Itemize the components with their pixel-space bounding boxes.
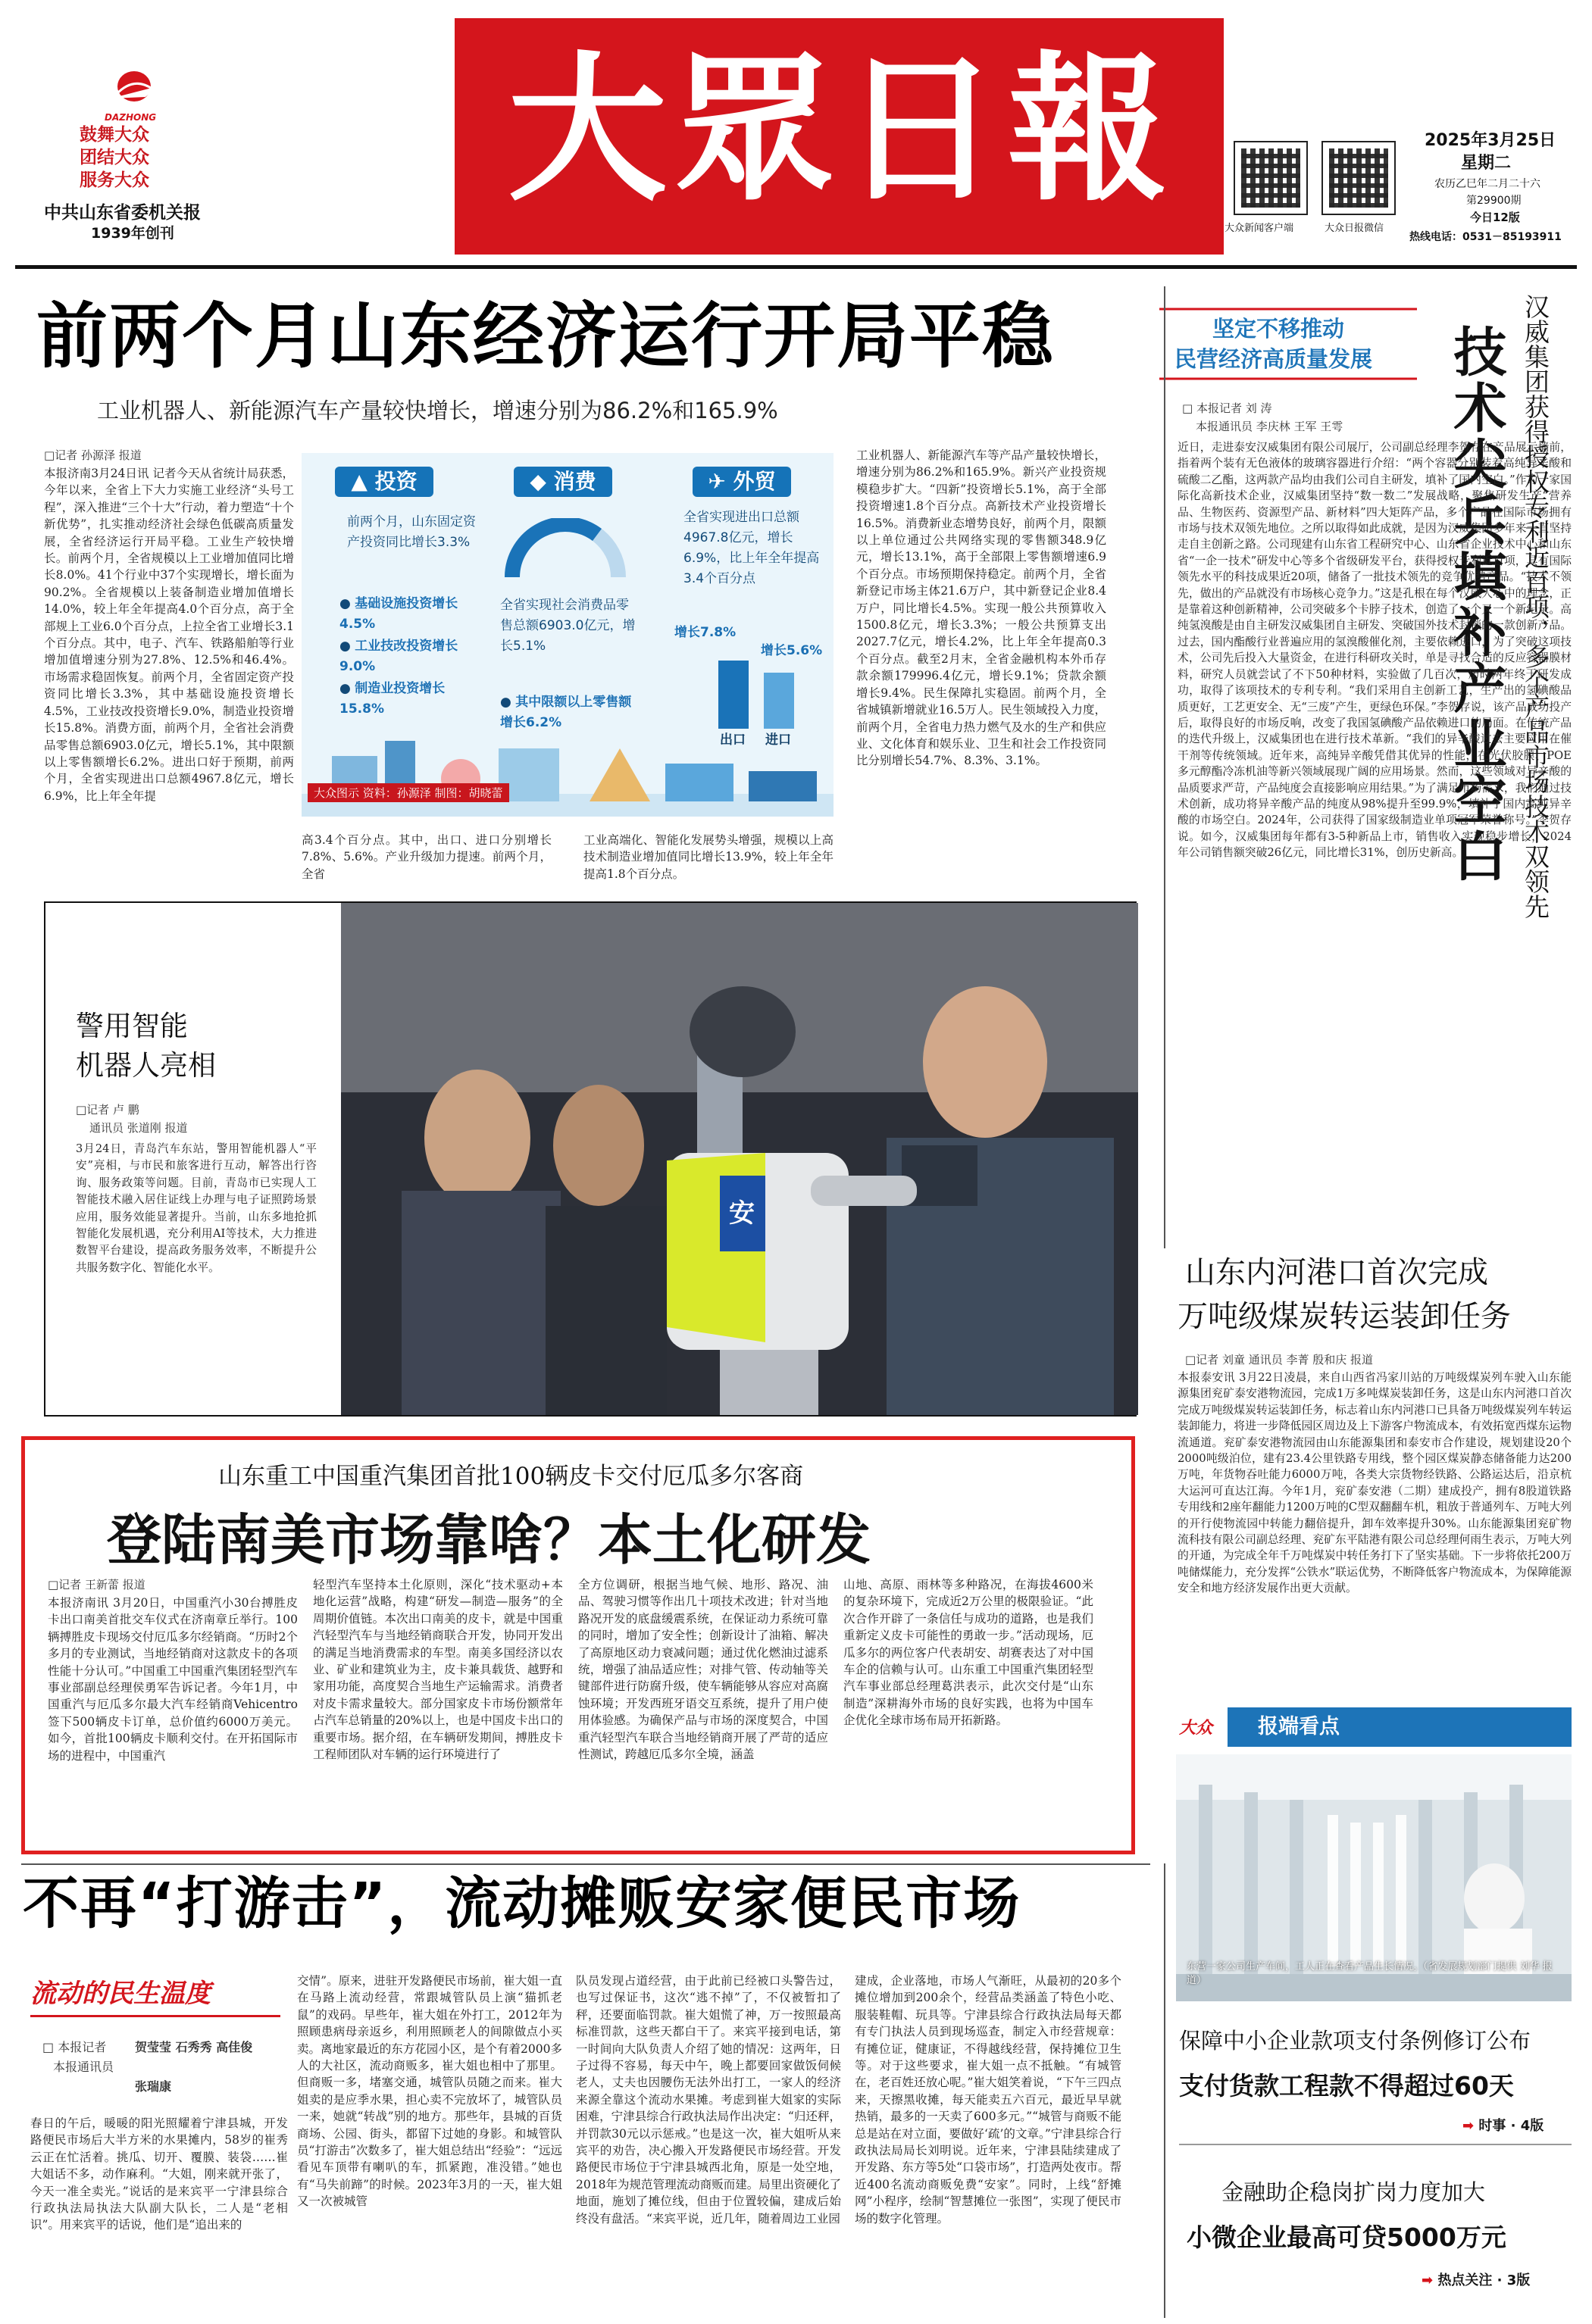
- tech-subtitle-vertical: 汉威集团获得授权专利近百项，多个产品市场技术双领先: [1521, 294, 1550, 919]
- qr-code-app: [1234, 141, 1308, 215]
- logo-brand: DAZHONG: [105, 112, 157, 123]
- right-column-divider-lower: [1164, 1863, 1165, 2318]
- slogan-1: 鼓舞大众: [80, 125, 149, 145]
- highlights-banner: [1228, 1707, 1572, 1747]
- invest-item-1: ● 基础设施投资增长4.5%: [339, 596, 458, 632]
- qr-label-app: 大众新闻客户端: [1224, 223, 1294, 234]
- highlight-2-title-2: 小微企业最高可贷5000万元: [1187, 2222, 1506, 2252]
- vendor-headline: 不再“打游击”，流动摊贩安家便民市场: [23, 1871, 1021, 1936]
- policy-banner: [1159, 303, 1417, 386]
- plane-icon: ✈: [708, 469, 733, 494]
- vendor-col-4: 建成，企业落地，市场人气渐旺，从最初的20多个摊位增加到200余个，经营品类涵盖了特色小吃、服装鞋帽、玩具等。宁津县综合行政执法局每天都有专门执法人员到现场巡查，制定入市经营规章：有摊位证，健康证，不得越线经营，保持摊位卫生等。对于这些要求，崔大姐一点不抵触。“有城管在，老百姓还放心呢。”崔大姐笑着说，“下午三四点来，天擦黑收摊，每天能卖五六百元，最近早早就热销，最多的一天卖了600多元。”“城管与商贩不能总是站在对立面，要做好‘疏’的文章。”宁津县综合行政执法局局长刘明说。近年来，宁津县陆续建成了开发路、东方等5处“口袋市场”，打造两处夜市。帮近400名流动商贩免费“安家”。同时，上线“舒摊网”小程序，绘制“智慧摊位一张图”，实现了便民市场的数字化管理。: [855, 1974, 1121, 2226]
- vendor-col-2: 交情”。原来，进驻开发路便民市场前，崔大姐一直在马路上流动经营，常跟城管队员上演“猫抓老鼠”的戏码。早些年，崔大姐在外打工，2012年为照顾患病母亲返乡，利用照顾老人的间隙做点小买卖。离地家最近的东方花园小区，是个有着2000多人的大社区，流动商贩多，崔大姐也相中了那里。但商贩一多，堵塞交通，城管队员随之而来。崔大姐卖的是应季水果，担心卖不完放坏了，城管队员一来，她就“转战”别的地方。那些年，县城的百货商场、公园、街头，都留下过她的身影。和城管队员“打游击”次数多了，崔大姐总结出“经验”：“远远看见车顶带有喇叭的车，抓紧跑，准没错。”她也有“马失前蹄”的时候。2023年3月的一天，崔大姐又一次被城管: [297, 1974, 562, 2209]
- lead-byline: □记者 孙源泽 报道: [44, 448, 142, 462]
- box-headline: 登陆南美市场靠啥？本土化研发: [107, 1507, 871, 1572]
- industry-illustration: [302, 726, 834, 817]
- port-byline: □记者 刘童 通讯员 李菁 殷和庆 报道: [1185, 1353, 1374, 1367]
- trade-summary: 全省实现进出口总额4967.8亿元，增长6.9%，比上年全年提高3.4个百分点: [683, 510, 820, 586]
- photo-caption-body: 3月24日，青岛汽车东站，警用智能机器人“平安”亮相，与市民和旅客进行互动，解答出行咨询、服务政策等问题。目前，青岛市已实现人工智能技术融入居住证线上办理与电子证照跨场景应用，服务效能显著提升。当前，山东多地抢抓智能化发展机遇，充分利用AI等技术，大力推进数智平台建设，提高政务服务效率，不断提升公共服务数字化、智能化水平。: [76, 1142, 317, 1274]
- label-import: 进口: [765, 732, 791, 748]
- policy-banner-line1: 坚定不移推动: [1212, 316, 1345, 342]
- tag-trade: ✈ 外贸: [693, 467, 791, 497]
- invest-item-3: ● 制造业投资增长15.8%: [339, 681, 446, 717]
- lead-col-3-below: 工业高端化、智能化发展势头增强，规模以上高技术制造业增加值同比增长13.9%，较上年全年提高1.8个百分点。: [583, 833, 834, 881]
- robot-photo: [341, 903, 1138, 1415]
- economy-infographic: [302, 453, 834, 817]
- investment-icon: ▲: [351, 469, 375, 494]
- photo-title-2: 机器人亮相: [76, 1049, 216, 1082]
- label-export: 出口: [720, 732, 746, 748]
- vendor-top-rule: [21, 1863, 1150, 1865]
- lab-photo: [1176, 1754, 1572, 2001]
- vendor-byline-reporters: 贺莹莹 石秀秀 高佳俊: [135, 2040, 253, 2054]
- tech-body: 近日，走进泰安汉威集团有限公司展厅，公司副总经理李贺存在产品展示墙前，指着两个装有无色液体的玻璃容器进行介绍：“两个容器分别装着高纯异辛酸和硫酸二乙酯，这两款产品均由我们公司自主研发，填补了国内空白。”作为一家国际化高新技术企业，汉威集团坚持“数一数二”发展战略，聚焦研发生产“营养品、生物医药、资源型产品、新材料”四大矩阵产品，多个产品在国际市场拥有市场与技术双领先地位。之所以取得如此成就，是因为汉威集团多年来一直坚持走自主创新之路。公司现建有山东省工程研究中心、山东省企业技术中心和山东省“一企一技术”研发中心等多个省级研发平台，获得授权专利近百项，具有国际领先水平的科技成果近20项，储备了一批技术领先的竞争优势产品。“技术不领先，做出的产品就没有市场核心竞争力。”这是孔根在每个汉威人心中的理念，正是靠着这种创新精神，公司突破多个卡脖子技术，创造了一个又一个新纪录。高纯氢溴酸是由自主研发汉威集团自主研发、突破国外技术封锁的一款创新产品。过去，国内酯酸行业普遍应用的氢溴酸催化剂，主要依赖进口，为了突破这项技术，公司先后投入大量资金，在进行科研攻关时，单是寻找合适的反应容器膜材料，研究人员就尝试了不下50种材料，实验做了几百次，历时两年终于研发成功，取得了该项技术的专利专利。“我们采用自主创新工艺，生产出的氢碘酸品质更好，工艺更安全、无“三废”产生，更绿色环保。”李贺存说，该产品成功投产后，取得良好的市场反响，改变了我国氢碘酸产品依赖进口的局面。在传统产品的迭代升级上，汉威集团也在进行技术革新。“我们的异辛酸过去主要应用在催干剂等传统领域。近年来，高纯异辛酸凭借其优异的性能，在光伏胶膜、POE多元醇酯冷冻机油等新兴领域展现广阔的应用场景。然而，这些领域对异辛酸的品质要求严苛，产品纯度会直接影响应用结果。”为了满足市场需求，我们通过技术创新，成功将异辛酸产品的纯度从98%提升至99.9%，填补了国内高纯异辛酸的市场空白。2024年，公司获得了国家级制造业单项冠军荣誉称号。”李贺存说。如今，汉威集团每年都有3-5种新品上市，销售收入实现稳步增长，2024年公司销售额突破26亿元，同比增长31%，创历史新高。: [1178, 441, 1572, 860]
- trade-bars: [696, 653, 817, 729]
- export-growth: 增长7.8%: [674, 625, 737, 640]
- newspaper-title: 大眾日報: [508, 36, 1175, 223]
- lab-photo-caption: 东营一家公司生产车间，工人正在查看产品生长情况。（省发展规划部门提供 刘华 报道）: [1187, 1961, 1553, 1986]
- highlight-2-link-text: 热点关注 · 3版: [1437, 2272, 1531, 2288]
- party-organ: 中共山东省委机关报: [44, 203, 201, 223]
- photo-story-frame: [44, 901, 1137, 1417]
- lead-headline: 前两个月山东经济运行开局平稳: [36, 295, 1056, 378]
- photo-byline-2: 通讯员 张道刚 报道: [89, 1121, 188, 1135]
- slogan-2: 团结大众: [80, 148, 149, 167]
- port-body: 本报泰安讯 3月22日凌晨，来自山西省冯家川站的万吨级煤炭列车驶入山东能源集团兖矿泰安港物流园，完成1万多吨煤炭装卸任务，这是山东内河港口首次完成万吨级煤炭转运装卸任务，标志着山东内河港口已具备万吨级煤炭列车转运装卸能力，将进一步降低园区周边及上下游客户物流成本，有效拓宽西煤东运物流通道。兖矿泰安港物流园由山东能源集团和泰安市合作建设，规划建设20个2000吨级泊位，建有23.4公里铁路专用线，整个园区煤炭静态储备能力达200万吨，年货物吞吐能力6000万吨，各类大宗货物经铁路、公路运达后，沿京杭大运河可直达江海。今年1月，兖矿泰安港（二期）建成投产，拥有8股道铁路专用线和2座年翻能力1200万吨的C型双翻翻车机，粗放于普通列车、万吨大列的开行使物流园中转能力翻倍提升，卸车效率提升30%。山东能源集团兖矿物流科技有限公司副总经理、兖矿东平陆港有限公司总经理何雨生表示，万吨大列的开通，为完成全年千万吨煤炭中转任务打下了坚实基础。下一步将依托200万吨储煤能力，充分发挥“公铁水”联运优势，不断降低客户物流成本，为保障能源安全和地方经济发展作出更大贡献。: [1178, 1371, 1572, 1595]
- box-col-3: 全方位调研，根据当地气候、地形、路况、油品、驾驶习惯等作出几十项技术改进；针对当地路况开发的底盘缓震系统，在保证动力系统可靠的同时，增加了安全性；创新设计了油箱、解决了高原地区动力衰减问题；通过优化燃油过滤系统，增强了油品适应性；对排气管、传动轴等关键部件进行防腐升级，使车辆能够从容应对高腐蚀环境；开发西班牙语交互系统，提升了用户使用体验感。为确保产品与市场的深度契合，中国重汽轻型汽车联合当地经销商开展了严苛的适应性测试，跨越厄瓜多尔全境，涵盖: [578, 1578, 828, 1762]
- policy-banner-line2: 民营经济高质量发展: [1174, 346, 1373, 372]
- tag-investment: ▲ 投资: [335, 467, 433, 497]
- pub-date: 2025年3月25日: [1425, 131, 1556, 150]
- box-kicker: 山东重工中国重汽集团首批100辆皮卡交付厄瓜多尔客商: [218, 1463, 804, 1490]
- box-col-2: 轻型汽车坚持本土化原则，深化“技术驱动+本地化运营”战略，构建“研发—制造—服务”的全周期价值链。本次出口南美的皮卡，就是中国重汽轻型汽车与当地经销商联合开发，协同开发出的满足当地消费需求的车型。南美多国经济以农业、矿业和建筑业为主，皮卡兼具载货、越野和家用功能，高度契合当地生产运输需求。消费者对皮卡需求量较大。部分国家皮卡市场份额常年占汽车总销量的20%以上，也是中国皮卡出口的重要市场。据介绍，在车辆研发期间，搏胜皮卡工程师团队对车辆的运行环境进行了: [313, 1578, 563, 1762]
- tech-byline-2: 本报通讯员 李庆林 王军 王雩: [1196, 420, 1343, 433]
- right-column-divider: [1164, 286, 1165, 1248]
- vendor-byline-corr: 张瑞康: [135, 2079, 172, 2094]
- tech-byline-1: □ 本报记者 刘 涛: [1182, 401, 1272, 415]
- qr-label-wechat: 大众日报微信: [1325, 223, 1384, 234]
- port-title-2: 万吨级煤炭转运装卸任务: [1178, 1299, 1511, 1334]
- highlight-2-title-1: 金融助企稳岗扩岗力度加大: [1221, 2179, 1486, 2205]
- issue-number: 第29900期: [1466, 195, 1522, 207]
- cart-icon: ◆: [530, 469, 554, 494]
- slogans: [80, 123, 149, 192]
- tag-consumption: ◆ 消费: [514, 467, 612, 497]
- highlight-1-title-2: 支付货款工程款不得超过60天: [1179, 2071, 1514, 2101]
- lead-col-1: 本报济南3月24日讯 记者今天从省统计局获悉，今年以来，全省上下大力实施工业经济“头号工程”，深入推进“三个十大”行动，着力塑造“十个新优势”，扎实推动经济社会绿色低碳高质量发展，全省经济运行开局平稳。工业生产较快增长。前两个月，全省规模以上工业增加值同比增长8.0%。41个行业中37个实现增长，增长面为90.2%。全省规模以上装备制造业增加值增长14.0%，较上年全年提高4.0个百分点，高于全部规上工业6.0个百分点，上拉全省工业增长3.1个百分点。其中，电子、汽车、铁路船舶等行业增加值增速分别为27.8%、12.5%和46.4%。市场需求稳固恢复。前两个月，全省固定资产投资同比增长3.3%，其中基础设施投资增长4.5%，工业技改投资增长9.0%，制造业投资增长15.8%。消费方面，前两个月，全省社会消费品零售总额6903.0亿元，增长5.1%，其中限额以上零售额增长6.2%。进出口好于预期，前两个月，全省实现进出口总额4967.8亿元，增长6.9%，比上年全年提: [44, 467, 294, 803]
- lead-col-2-below: 高3.4个百分点。其中，出口、进口分别增长7.8%、5.6%。产业升级加力提速。前两个月，全省: [302, 833, 552, 881]
- page-count: 今日12版: [1470, 211, 1520, 224]
- box-col-4: 山地、高原、雨林等多种路况，在海拔4600米的复杂环境下，完成近2万公里的极限验证。“此次合作开辟了一条信任与成功的道路，也是我们重新定义皮卡可能性的勇敢一步。”活动现场，厄瓜多尔的两位客户代表胡安、胡赛表达了对中国车企的信赖与认可。山东重工中国重汽集团轻型汽车事业部总经理葛洪表示，此次交付是“山东制造”深耕海外市场的良好实践，也将为中国车企优化全球市场布局开拓新路。: [843, 1578, 1093, 1728]
- arrow-right-icon: ➡: [1462, 2118, 1475, 2134]
- dazhong-logo: [106, 68, 162, 114]
- vendor-column-logo: 流动的民生温度: [30, 1979, 211, 2009]
- photo-title-1: 警用智能: [76, 1010, 188, 1042]
- import-growth: 增长5.6%: [761, 643, 823, 658]
- lunar-date: 农历乙巳年二月二十六: [1434, 178, 1540, 190]
- hotline: 热线电话：0531－85193911: [1409, 231, 1562, 243]
- box-col-1: 本报济南讯 3月20日，中国重汽小30台搏胜皮卡出口南美首批交车仪式在济南章丘举行。100辆搏胜皮卡现场交付厄瓜多尔经销商。“历时2个多月的专业测试，当地经销商对这款皮卡的各项性能十分认可。”中国重工中国重汽集团轻型汽车事业部副总经理侯勇军告诉记者。今年1月，中国重汽与厄瓜多尔最大汽车经销商Vehicentro签下500辆皮卡订单，总价值约6000万美元。如今，首批100辆皮卡顺利交付。在开拓国际市场的进程中，中国重汽: [48, 1596, 298, 1763]
- invest-summary: 前两个月，山东固定资产投资同比增长3.3%: [347, 514, 476, 550]
- qr-code-wechat: [1321, 141, 1396, 215]
- masthead-rule: [15, 265, 1577, 269]
- vendor-byline-label: □ 本报记者: [42, 2040, 107, 2054]
- highlight-1-title-1: 保障中小企业款项支付条例修订公布: [1179, 2028, 1531, 2054]
- infographic-credit: 大众图示 资料：孙源泽 制图：胡晓蕾: [308, 783, 509, 802]
- consume-item: ● 其中限额以上零售额增长6.2%: [500, 695, 632, 730]
- arrow-right-icon: ➡: [1422, 2272, 1434, 2288]
- highlight-2-link[interactable]: [1422, 2269, 1530, 2289]
- tech-title-vertical: 技术尖兵填补产业空白: [1445, 324, 1507, 885]
- slogan-3: 服务大众: [80, 170, 149, 190]
- robot-badge: 安: [729, 1198, 755, 1229]
- highlights-banner-title: 报端看点: [1258, 1715, 1340, 1738]
- founded-year: 1939年创刊: [91, 225, 174, 242]
- consume-gauge: [505, 518, 626, 579]
- highlight-1-link[interactable]: [1462, 2115, 1544, 2135]
- port-title-1: 山东内河港口首次完成: [1185, 1255, 1488, 1290]
- highlight-1-link-text: 时事 · 4版: [1478, 2118, 1544, 2134]
- highlights-divider: [1179, 2144, 1572, 2145]
- masthead-title-block: [455, 18, 1224, 255]
- lead-col-4: 工业机器人、新能源汽车等产品产量较快增长，增速分别为86.2%和165.9%。新兴产业投资规模稳步扩大。“四新”投资增长5.1%，高于全部投资增速1.8个百分点。高新技术产业投资增长16.5%。消费新业态增势良好，前两个月，限额以上单位通过公共网络实现的零售额348.9亿元，增长13.1%，高于全部限上零售额增速6.9个百分点。市场预期保持稳定。前两个月，全省新登记市场主体21.6万户，其中新登记企业8.4万户，同比增长4.5%。实现一般公共预算收入1500.8亿元，增长3.3%；一般公共预算支出2027.7亿元，增长4.2%，比上年全年提高0.3个百分点。截至2月末，全省金融机构本外币存款余额179996.4亿元，增长9.1%；贷款余额增长9.4%。民生保障扎实稳固。前两个月，全省城镇新增就业16.5万人。民生领域投入力度，前两个月，全省电力热力燃气及水的生产和供应业、文化体育和娱乐业、卫生和社会工作投资同比分别增长54.7%、8.3%、3.1%。: [856, 448, 1106, 768]
- weekday: 星期二: [1461, 154, 1512, 173]
- highlights-logo: 大众: [1179, 1719, 1213, 1738]
- south-america-story-box: [21, 1436, 1135, 1854]
- vendor-col-3: 队员发现占道经营，由于此前已经被口头警告过，也写过保证书，这次“逃不掉”了，不仅被暂扣了秤，还要面临罚款。崔大姐慌了神，万一按照最高标准罚款，这些天都白干了。来宾平接到电话，第一时间向大队负责人介绍了她的情况：这两年，日子过得不容易，每天中午，晚上都要回家做饭伺候老人，丈夫也因腰伤无法外出打工，一家人的经济来源全靠这个流动水果摊。考虑到崔大姐家的实际困难，宁津县综合行政执法局作出决定：“归还秤，并罚款30元以示惩戒。”也是这一次，崔大姐听从来宾平的劝告，决心搬入开发路便民市场经营。开发路便民市场位于宁津县城西北角，原是一处空地，2018年为规范管理流动商贩而建。局里出资硬化了地面，施划了摊位线，但由于位置较偏，建成后始终没有盘活。“来宾平说，近几年，随着周边工业园: [576, 1974, 841, 2226]
- vendor-col-1: 春日的午后，暖暖的阳光照耀着宁津县城，开发路便民市场后大半方米的水果摊内，58岁的崔秀云正在忙活着。挑瓜、切开、覆膜、装袋……崔大姐话不多，动作麻利。“大姐，刚来就开张了，今天一准全卖光。”说话的是来宾平一宁津县综合行政执法局执法大队副大队长，二人是“老相识”。用来宾平的话说，他们是“追出来的: [30, 2116, 288, 2232]
- box-byline: □记者 王新蕾 报道: [48, 1578, 145, 1592]
- vendor-logo-rule: [30, 2015, 280, 2017]
- photo-byline-1: □记者 卢 鹏: [76, 1103, 139, 1117]
- consume-summary: 全省实现社会消费品零售总额6903.0亿元，增长5.1%: [500, 598, 636, 654]
- invest-item-2: ● 工业技改投资增长9.0%: [339, 639, 458, 674]
- vendor-byline-label2: 本报通讯员: [53, 2060, 114, 2074]
- lead-subhead: 工业机器人、新能源汽车产量较快增长，增速分别为86.2%和165.9%: [97, 398, 778, 423]
